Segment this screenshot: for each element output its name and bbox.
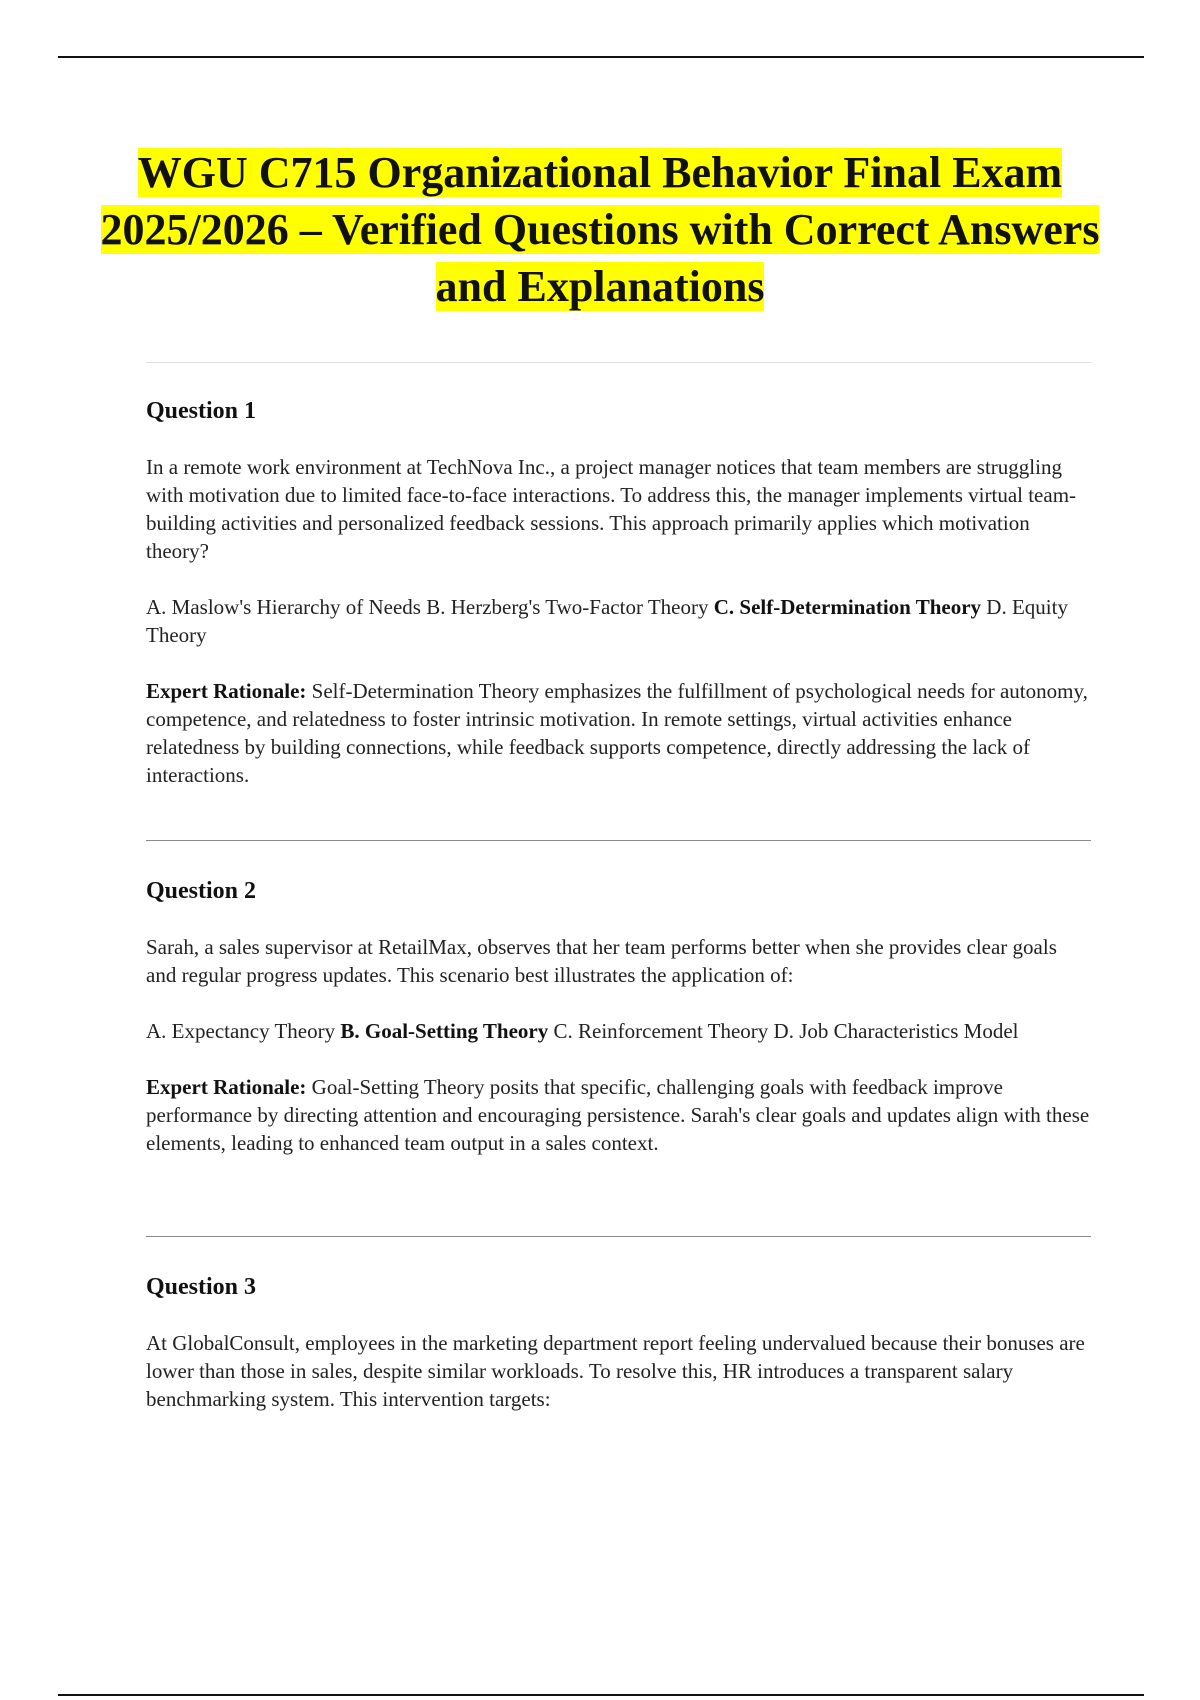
top-rule <box>58 56 1144 58</box>
question-text: At GlobalConsult, employees in the marketing department report feeling undervalued because their bonuses are lower than those in sales, despite similar workloads. To resolve this, HR introduces a transparent salary benchmarking system. This intervention targets: <box>146 1331 1085 1411</box>
options-before: A. Maslow's Hierarchy of Needs B. Herzberg's Two-Factor Theory <box>146 595 714 619</box>
title-divider <box>146 362 1091 363</box>
question-text: Sarah, a sales supervisor at RetailMax, observes that her team performs better when she provides clear goals and regular progress updates. This scenario best illustrates the application of: <box>146 935 1057 987</box>
rationale-label: Expert Rationale: <box>146 1075 307 1099</box>
question-2 <box>146 878 1091 1157</box>
rationale <box>146 677 1091 789</box>
title-block <box>100 144 1100 315</box>
question-divider <box>146 1236 1091 1237</box>
question-3 <box>146 1274 1091 1413</box>
rationale-label: Expert Rationale: <box>146 679 307 703</box>
answer-options <box>146 593 1091 649</box>
document-title <box>100 144 1100 315</box>
question-heading: Question 1 <box>146 398 257 424</box>
question-1 <box>146 398 1091 789</box>
correct-answer: C. Self-Determination Theory <box>713 595 982 619</box>
question-heading: Question 3 <box>146 1274 257 1300</box>
correct-answer: B. Goal-Setting Theory <box>340 1019 549 1043</box>
question-heading: Question 2 <box>146 878 257 904</box>
question-text: In a remote work environment at TechNova Inc., a project manager notices that team members are struggling with motivation due to limited face-to-face interactions. To address this, the manager implements virtual team-building activities and personalized feedback sessions. This approach primarily applies which motivation theory? <box>146 455 1077 563</box>
answer-options <box>146 1017 1091 1045</box>
bottom-rule <box>58 1694 1144 1696</box>
options-after: D. Equity Theory <box>146 595 1068 647</box>
rationale-text: Goal-Setting Theory posits that specific, challenging goals with feedback improve performance by directing attention and encouraging persistence. Sarah's clear goals and updates align with these elements, leading to enhanced team output in a sales context. <box>146 1075 1090 1155</box>
question-divider <box>146 840 1091 841</box>
options-after: C. Reinforcement Theory D. Job Characteristics Model <box>548 1019 1019 1043</box>
document-title-highlight: WGU C715 Organizational Behavior Final Exam 2025/2026 – Verified Questions with Correct Answers and Explanations <box>100 148 1100 311</box>
rationale-text: Self-Determination Theory emphasizes the fulfillment of psychological needs for autonomy, competence, and relatedness to foster intrinsic motivation. In remote settings, virtual activities enhance relatedness by building connections, while feedback supports competence, directly addressing the lack of interactions. <box>146 679 1088 787</box>
rationale <box>146 1073 1091 1157</box>
options-before: A. Expectancy Theory <box>146 1019 341 1043</box>
